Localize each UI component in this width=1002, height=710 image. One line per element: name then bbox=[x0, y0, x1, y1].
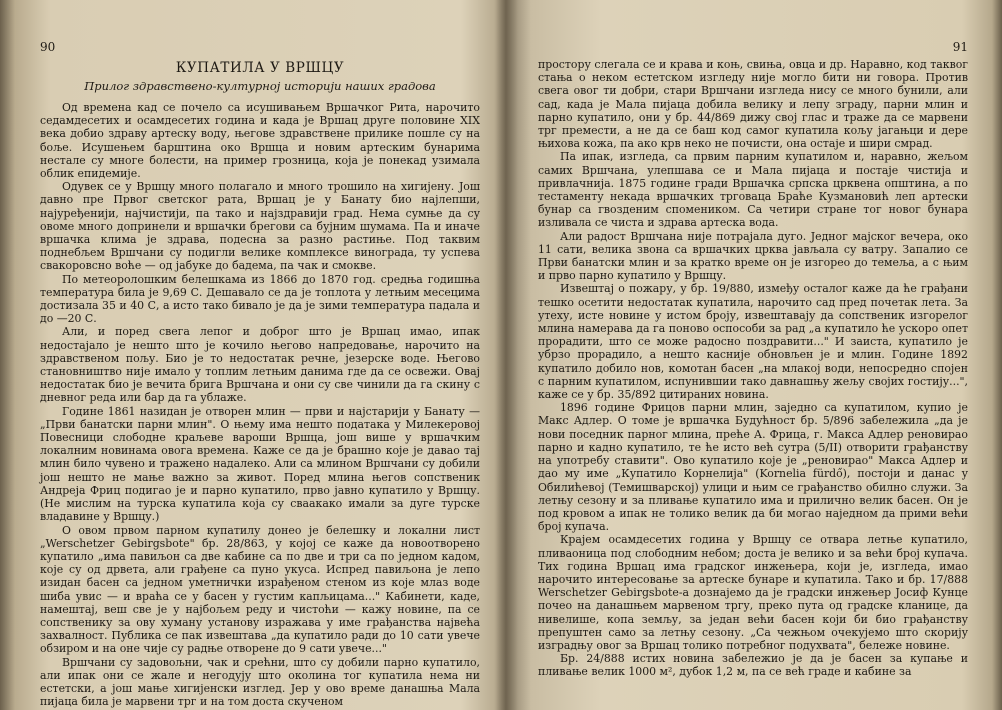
paragraph: Крајем осамдесетих година у Вршцу се отвара летње купатило, пливаоница под слободним небом; доста је велико и за већи број купача. Тих година Вршац има градског инжењера, који је, изгледа, имао нарочито интересовање за артеске бунаре и купатила. Тако и бр. 17/888 Werschetzer Gebirgsbote-а дознајемо да је градски инжењер Јосиф Кунце почео на данашњем марвеном тргу, преко пута од градске кланице, да нивелише, копа земљу, за један већи басен који би био грађанству препуштен само за летњу сезону. „Са чежњом очекујемо што скорију изградњу овог за Вршац толико потребног подухвата", бележе новине. bbox=[538, 533, 968, 652]
paragraph: простору слегала се и крава и коњ, свиња, овца и др. Наравно, код таквог стања о неком естетском изгледу није могло бити ни говора. Против свега овог ти добри, стари Вршчани изгледа нису се много бунили, али сад, када је Мала пијаца добила велику и лепу зграду, парни млин и парно купатило, они у бр. 44/869 дижу свој глас и траже да се марвени трг премести, а не да се баш код самог купатила кољу јагањци и дере њихова кожа, па ако крв неко не почисти, она остаје и шири смрад. bbox=[538, 58, 968, 151]
page-number-left: 90 bbox=[40, 40, 56, 54]
paragraph: Од времена кад се почело са исушивањем Вршачког Рита, нарочито седамдесетих и осамдесетих година и када је Вршац друге половине XIX века добио здраву артеску воду, његове здравствене прилике пошле су на боље. Исушењем барштина око Вршца и новим артеским бунарима нестале су многе болести, на пример грозница, која је понекад узимала облик епидемије. bbox=[40, 101, 480, 181]
article-subtitle: Прилог здравствено-културној историји наших градова bbox=[84, 79, 436, 93]
paragraph: Одувек се у Вршцу много полагало и много трошило на хигијену. Још давно пре Првог светског рата, Вршац је у Банату био најлепши, најуређенији, најчистији, па тако и најздравији град. Нема сумње да су овоме много допринели и вршачки брегови са бујним шумама. Па и иначе вршачка клима је здрава, подесна за разно растиње. Под таквим поднебљем Вршчани су подигли велике комплексе винограда, ту успева свакоровсно воће — од јабуке до бадема, па чак и смокве. bbox=[40, 180, 480, 273]
right-page bbox=[516, 0, 986, 710]
left-page bbox=[18, 0, 496, 710]
paragraph: Али радост Вршчана није потрајала дуго. Једног мајског вечера, око 11 сати, велика звона са вршачких црква јављала су ватру. Запалио се Први банатски млин и за кратко време он је изгорео до темеља, а с њим и прво парно купатило у Вршцу. bbox=[538, 229, 968, 283]
paragraph: Вршчани су задовољни, чак и срећни, што су добили парно купатило, али ипак они се жале и негодују што околина тог купатила нема ни естетски, а још мање хигијенски изглед. Јер у ово време данашња Мала пијаца била је марвени трг и на том доста скученом bbox=[40, 655, 480, 709]
article-title: КУПАТИЛА У ВРШЦУ bbox=[175, 60, 345, 76]
paragraph: Бр. 24/888 истих новина забележио је да је басен за купање и пливање велик 1000 м², дубок 1,2 м, па се већ граде и кабине за bbox=[538, 652, 968, 679]
paragraph: По метеоролошким белешкама из 1866 до 1870 год. средња годишња температура била је 9,69 С. Дешавало се да је топлота у летњим месецима достизала 35 и 40 С, а исто тако бивало је да је зими температура падала и до —20 С. bbox=[40, 272, 480, 326]
paragraph: О овом првом парном купатилу донео је белешку и локални лист „Werschetzer Gebirgsbote" бр. 28/863, у којој се каже да новоотворено купатило „има павиљон са две кабине са по две и три са по једном кадом, које су од дрвета, али грађене са пуно укуса. Испред павиљона је лепо изидан басен са једном уметнички израђеном стеном из које млаз воде шиба увис — и враћа се у басен у густим капљицама..." Кабинети, каде, намештај, веш све је у најбољем реду и чистоћи — кажу новине, па се сопственику за ову хуману установу изражава у име грађанства највећа захвалност. Публика се пак извештава „да купатило ради до 10 сати увече обзиром и на оне чије су радње отворене до 9 сати увече..." bbox=[40, 523, 480, 656]
paragraph: Године 1861 назидан је отворен млин — први и најстарији у Банату — „Први банатски парни млин". О њему има нешто података у Милекеровој Повесници слободне краљеве вароши Вршца, још више у вршачким локалним новинама овога времена. Каже се да је брашно које је давао тај млин било чувено и тражено надалеко. Али са млином Вршчани су добили још нешто не мање важно за живот. Поред млина његов сопственик Андреја Фриц подигао је и парно купатило, прво јавно купатило у Вршцу. (Не мислим на турска купатила која су сваакако имали за дуге турске владавине у Вршцу.) bbox=[40, 404, 480, 524]
book-gutter bbox=[494, 0, 518, 710]
page-number-right: 91 bbox=[952, 40, 968, 54]
paragraph: Извештај о пожару, у бр. 19/880, између осталог каже да ће грађани тешко осетити недостатак купатила, нарочито сад пред почетак лета. За утеху, исте новине у истом броју, извештавају да сопственик изгорелог млина намерава да га поново оспособи за рад „а купатило ће ускоро опет прорадити, што се може радосно поздравити..." И заиста, купатило је убрзо прорадило, а нешто касније обновљен је и млин. Године 1892 купатило добило нов, комотан басен „на млакој води, непосредно спојен с парним купатилом, испунившии тако давнашњу жељу својих гостију...", каже се у бр. 35/892 цитираних новина. bbox=[538, 282, 968, 402]
paragraph: 1896 године Фрицов парни млин, заједно са купатилом, купио је Макс Адлер. О томе је вршачка Будућност бр. 5/896 забележила „да је нови поседник парног млина, преће А. Фрица, г. Макса Адлер реновирао парно и кадно купатило, те ће исто већ сутра (5/II) отворити грађанству на употребу ставити". Ово купатило које је „реновирао" Макса Адлер и дао му име „Купатило Корнелија" (Kornelia fürdő), постоји и данас у Обилићевој (Темишварској) улици и њим се грађанство обилно служи. За летњу сезону и за пливање купатило има и прилично велик басен. Он је под кровом а ипак не толико велик да би могао наједном да прими већи број купача. bbox=[538, 401, 968, 534]
paragraph: Па ипак, изгледа, са првим парним купатилом и, наравно, жељом самих Вршчана, улепшава се и Мала пијаца и постаје чистија и привлачнија. 1875 године гради Вршачка српска црквена општина, а по тестаменту некада вршачких трговаца Браће Кузмановић леп артески бунар са гвозденим спомеником. Са четири стране тог новог бунара изливала се чиста и здрава артеска вода. bbox=[538, 150, 968, 230]
paragraph: Али, и поред свега лепог и доброг што је Вршац имао, ипак недостајало је нешто што је кочило његово напредовање, нарочито на здравственом пољу. Био је то недостатак речне, језерске воде. Његово становништво није имало у топлим летњим данима где да се освежи. Овај недостатак био је вечита брига Вршчана и они су све чинили да га скину с дневног реда или бар да га ублаже. bbox=[40, 325, 480, 405]
